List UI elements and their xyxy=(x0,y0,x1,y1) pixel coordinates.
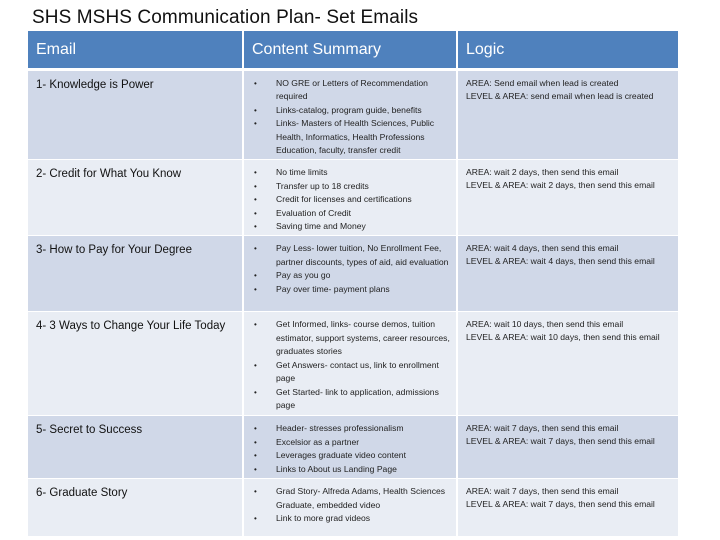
content-item: • Credit for licenses and certifications xyxy=(276,193,450,206)
table-row xyxy=(28,479,678,537)
logic-line: LEVEL & AREA: wait 7 days, then send this email xyxy=(466,436,655,447)
header-content-summary: Content Summary xyxy=(243,31,457,70)
content-item: • Links to About us Landing Page xyxy=(276,463,450,476)
header-email: Email xyxy=(28,31,243,70)
content-list xyxy=(252,166,450,233)
logic-line: AREA: wait 2 days, then send this email xyxy=(466,167,619,178)
email-cell xyxy=(28,416,243,479)
logic-cell xyxy=(457,70,678,160)
email-name: 6- Graduate Story xyxy=(36,487,128,500)
content-item: • No time limits xyxy=(276,166,450,179)
content-cell xyxy=(243,236,457,312)
email-cell xyxy=(28,312,243,416)
content-item: • Saving time and Money xyxy=(276,220,450,233)
content-item: • Get Answers- contact us, link to enrollment page xyxy=(276,359,450,386)
page-title: SHS MSHS Communication Plan- Set Emails xyxy=(32,7,419,28)
logic-line: LEVEL & AREA: wait 10 days, then send this email xyxy=(466,332,660,343)
logic-line: LEVEL & AREA: wait 7 days, then send this email xyxy=(466,498,655,509)
logic-line: AREA: wait 7 days, then send this email xyxy=(466,423,619,434)
logic-line: LEVEL & AREA: wait 2 days, then send this email xyxy=(466,180,655,191)
content-list xyxy=(252,318,450,412)
table-row xyxy=(28,160,678,236)
email-cell xyxy=(28,70,243,160)
content-list xyxy=(252,242,450,296)
content-item: • Pay as you go xyxy=(276,269,450,282)
email-name: 4- 3 Ways to Change Your Life Today xyxy=(36,320,226,333)
content-cell xyxy=(243,479,457,537)
content-item: • Link to more grad videos xyxy=(276,512,450,525)
table-row xyxy=(28,312,678,416)
email-name: 5- Secret to Success xyxy=(36,424,143,437)
email-cell xyxy=(28,479,243,537)
logic-line: AREA: wait 7 days, then send this email xyxy=(466,486,619,497)
content-item: • Pay over time- payment plans xyxy=(276,283,450,296)
content-item: • Grad Story- Alfreda Adams, Health Sciences Graduate, embedded video xyxy=(276,485,450,512)
header-logic: Logic xyxy=(457,31,678,70)
content-item: • Links- Masters of Health Sciences, Public Health, Informatics, Health Professions Education, faculty, transfer credit xyxy=(276,117,450,157)
content-cell xyxy=(243,160,457,236)
content-item: • NO GRE or Letters of Recommendation required xyxy=(276,77,450,104)
logic-cell xyxy=(457,416,678,479)
content-list xyxy=(252,77,450,157)
logic-cell xyxy=(457,479,678,537)
content-item: • Leverages graduate video content xyxy=(276,449,450,462)
email-name: 2- Credit for What You Know xyxy=(36,168,182,181)
content-item: • Links-catalog, program guide, benefits xyxy=(276,104,450,117)
content-cell xyxy=(243,70,457,160)
table-row xyxy=(28,416,678,479)
content-cell xyxy=(243,312,457,416)
logic-line: AREA: wait 10 days, then send this email xyxy=(466,319,624,330)
email-name: 3- How to Pay for Your Degree xyxy=(36,244,192,257)
content-item: • Get Started- link to application, admissions page xyxy=(276,386,450,413)
table-row xyxy=(28,70,678,160)
email-cell xyxy=(28,160,243,236)
logic-cell xyxy=(457,160,678,236)
content-item: • Pay Less- lower tuition, No Enrollment Fee, partner discounts, types of aid, aid evaluation xyxy=(276,242,450,269)
logic-line: AREA: wait 4 days, then send this email xyxy=(466,243,619,254)
content-item: • Header- stresses professionalism xyxy=(276,422,450,435)
logic-line: LEVEL & AREA: wait 4 days, then send this email xyxy=(466,256,655,267)
content-list xyxy=(252,422,450,476)
table-header-row xyxy=(28,31,678,70)
logic-cell xyxy=(457,236,678,312)
content-item: • Excelsior as a partner xyxy=(276,436,450,449)
content-item: • Get Informed, links- course demos, tuition estimator, support systems, career resources, graduates stories xyxy=(276,318,450,358)
communication-plan-table xyxy=(28,31,678,537)
logic-cell xyxy=(457,312,678,416)
content-item: • Evaluation of Credit xyxy=(276,207,450,220)
email-name: 1- Knowledge is Power xyxy=(36,79,154,91)
content-list xyxy=(252,485,450,525)
content-cell xyxy=(243,416,457,479)
email-cell xyxy=(28,236,243,312)
content-item: • Transfer up to 18 credits xyxy=(276,180,450,193)
logic-line: AREA: Send email when lead is created xyxy=(466,78,619,88)
table-row xyxy=(28,236,678,312)
logic-line: LEVEL & AREA: send email when lead is created xyxy=(466,90,654,101)
